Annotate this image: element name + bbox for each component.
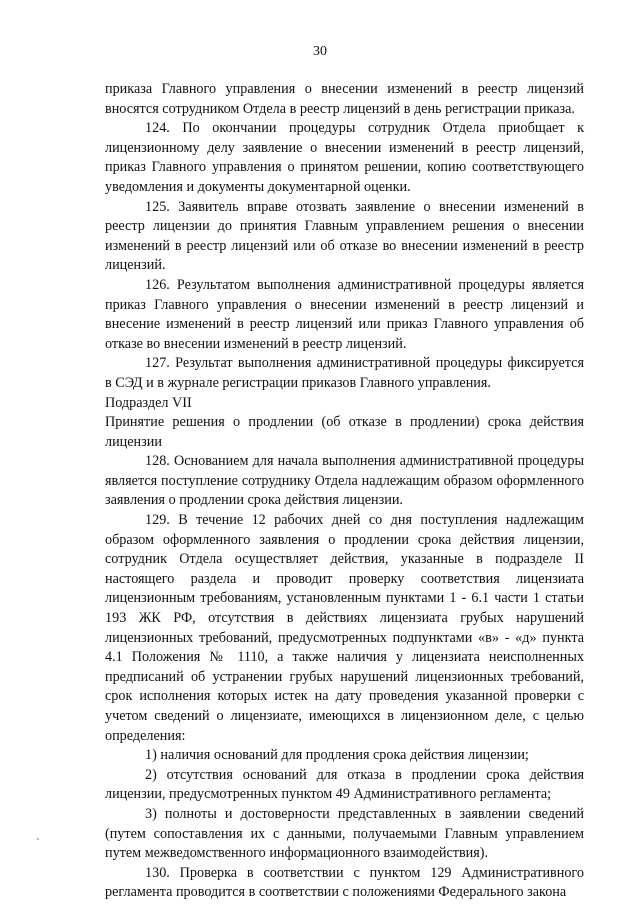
paragraph-126: 126. Результатом выполнения административной процедуры является приказ Главного управления о внесении изменений в реестр лицензий и внесение изменений в реестр лицензий или приказ Главного управления об отказе во внесении изменений в реестр лицензий. bbox=[105, 276, 584, 352]
page-number: 30 bbox=[313, 44, 327, 59]
list-item-2: 2) отсутствия оснований для отказа в продлении срока действия лицензии, предусмотренных пунктом 49 Административного регламента; bbox=[105, 766, 584, 803]
continuation-paragraph: приказа Главного управления о внесении изменений в реестр лицензий вносятся сотрудником Отдела в реестр лицензий в день регистрации приказа. bbox=[105, 81, 584, 117]
paragraph-129: 129. В течение 12 рабочих дней со дня поступления надлежащим образом оформленного заявления о продлении срока действия лицензии, сотрудник Отдела осуществляет действия, указанные в подразделе II настоящего раздела и проводит проверку соответствия лицензиата лицензионным требованиям, установленным пунктами 1 - 6.1 части 1 статьи 193 ЖК РФ, отсутствия в действиях лицензиата грубых нарушений лицензионных требований, предусмотренных подпунктами «в» - «д» пункта 4.1 Положения № 1110, а также наличия у лицензиата неисполненных предписаний об устранении грубых нарушений лицензионных требований, срок исполнения которых истек на дату проведения указанной проверки с учетом сведений о лицензиате, имеющихся в лицензионном деле, с целью определения: bbox=[105, 512, 584, 744]
paragraph-130: 130. Проверка в соответствии с пунктом 129 Административного регламента проводится в соответствии с положениями Федерального закона bbox=[105, 864, 584, 901]
list-item-1: 1) наличия оснований для продления срока действия лицензии; bbox=[145, 747, 529, 764]
section-heading: Подраздел VII bbox=[105, 394, 192, 411]
paragraph-125: 125. Заявитель вправе отозвать заявление о внесении изменений в реестр лицензии до принятия Главным управлением решения о внесении изменений в реестр лицензий или об отказе во внесении изменений в реестр лицензий. bbox=[105, 198, 584, 274]
section-title: Принятие решения о продлении (об отказе в продлении) срока действия лицензии bbox=[105, 414, 584, 450]
scan-speck bbox=[37, 838, 39, 840]
paragraph-124: 124. По окончании процедуры сотрудник Отдела приобщает к лицензионному делу заявление о внесении изменений в реестр лицензий, приказ Главного управления о принятом решении, копию соответствующего уведомления и документы документарной оценки. bbox=[105, 120, 584, 195]
document-body bbox=[105, 80, 584, 903]
paragraph-127: 127. Результат выполнения административной процедуры фиксируется в СЭД и в журнале регистрации приказов Главного управления. bbox=[105, 355, 584, 391]
paragraph-128: 128. Основанием для начала выполнения административной процедуры является поступление сотруднику Отдела надлежащим образом оформленного заявления о продлении срока действия лицензии. bbox=[105, 453, 584, 509]
list-item-3: 3) полноты и достоверности представленных в заявлении сведений (путем сопоставления их с данными, получаемыми Главным управлением путем межведомственного информационного взаимодействия). bbox=[105, 805, 584, 862]
